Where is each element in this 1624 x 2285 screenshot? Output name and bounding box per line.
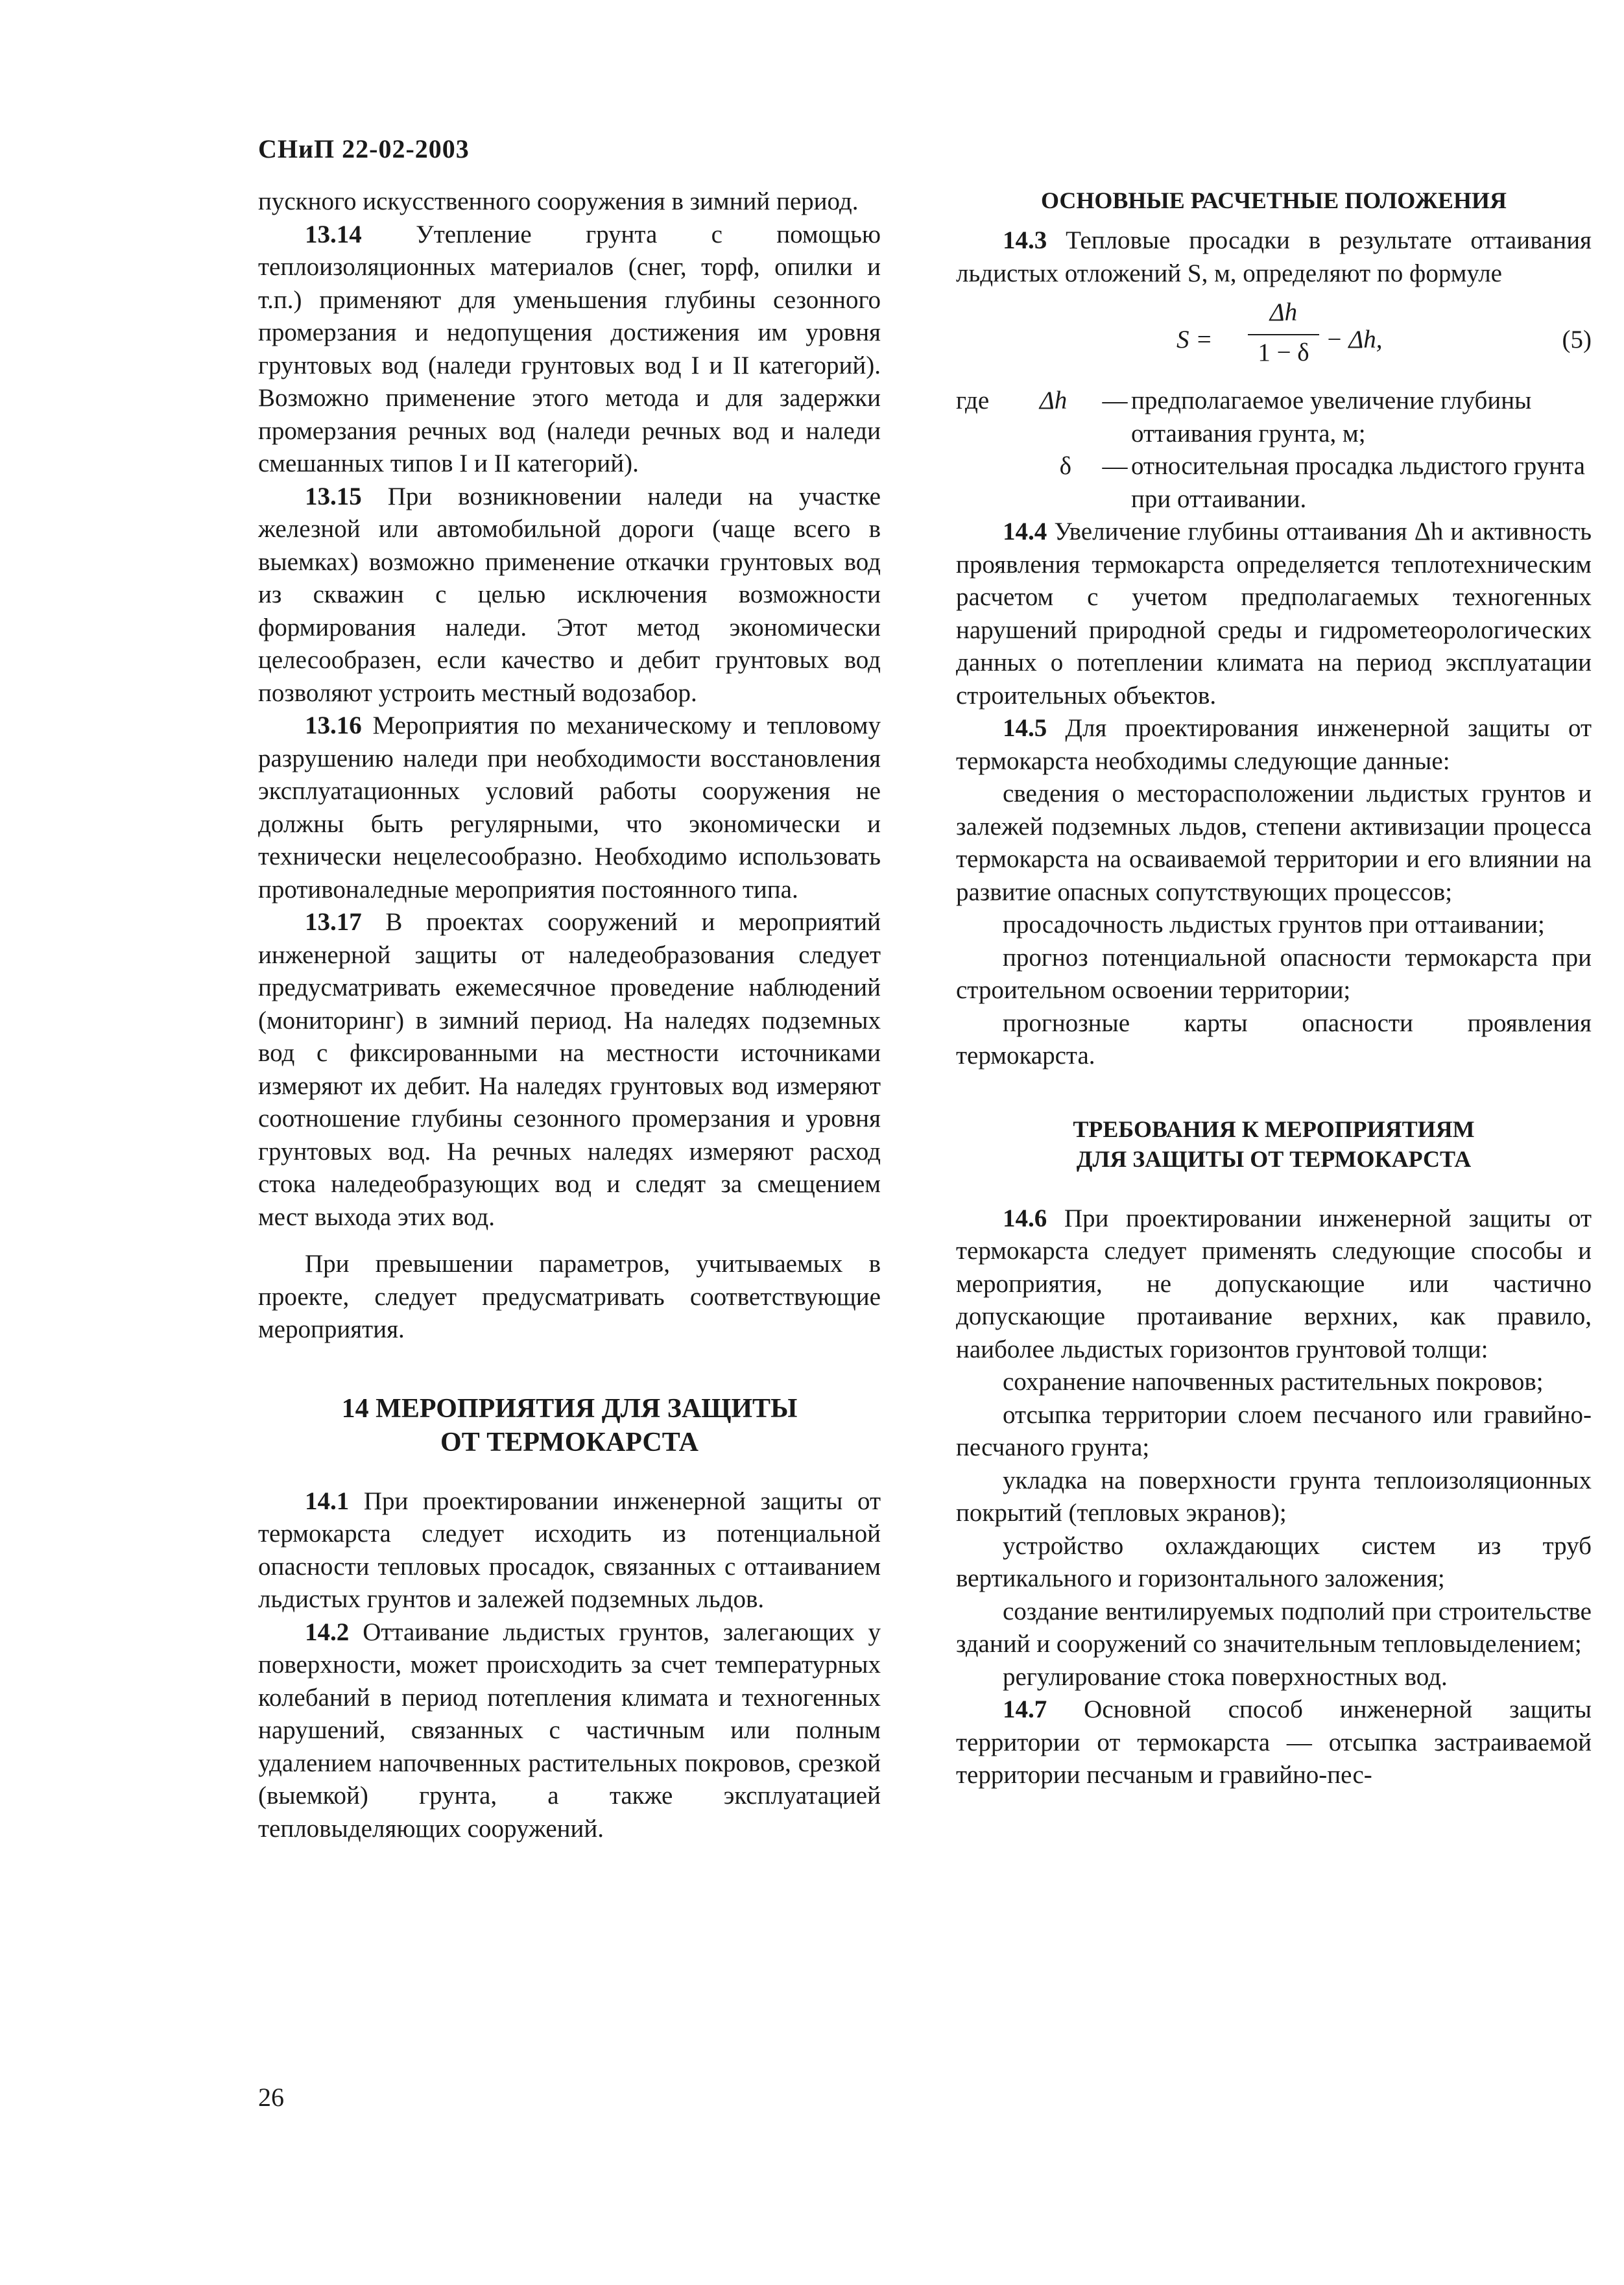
paragraph-14-6 — [956, 1202, 1592, 1367]
clause-number: 14.2 — [305, 1618, 350, 1646]
clause-text: В проектах сооружений и мероприятий инженерной защиты от наледеобразования следует предусматривать ежемесячное проведение наблюдений (мониторинг) в зимний период. На наледях подземных вод с фиксированными на местности источниками измеряют их дебит. На наледях грунтовых вод измеряют соотношение глубины сезонного промерзания и уровня грунтовых вод. На речных наледях измеряют расход стока наледеобразующих вод и следят за смещением мест выхода этих вод. — [258, 908, 881, 1231]
clause-number: 14.7 — [1003, 1695, 1047, 1723]
dash: — — [1102, 387, 1128, 414]
clause-text: При проектировании инженерной защиты от термокарста следует применять следующие способы и мероприятия, не допускающие или частично допускающие протаивание верхних, как правило, наиболее льдистых горизонтов грунтовой толщи: — [956, 1204, 1592, 1363]
paragraph-13-14 — [258, 219, 881, 481]
definition-text: предполагаемое увеличение глубины оттаивания грунта, м; — [1131, 387, 1532, 448]
paragraph-14-4 — [956, 516, 1592, 712]
section-title-line: ОТ ТЕРМОКАРСТА — [440, 1427, 699, 1457]
paragraph-14-3 — [956, 224, 1592, 290]
subsection-title-line: ДЛЯ ЗАЩИТЫ ОТ ТЕРМОКАРСТА — [1076, 1145, 1472, 1172]
clause-number: 14.3 — [1003, 226, 1047, 254]
clause-number: 14.6 — [1003, 1204, 1047, 1232]
symbol-definitions — [956, 385, 1592, 516]
section-title-line: 14 МЕРОПРИЯТИЯ ДЛЯ ЗАЩИТЫ — [341, 1393, 798, 1424]
clause-number: 13.14 — [305, 220, 362, 248]
left-column — [258, 185, 881, 1845]
equation-number: (5) — [1562, 326, 1592, 353]
paragraph-14-2 — [258, 1616, 881, 1846]
paragraph-14-5 — [956, 712, 1592, 778]
clause-number: 14.4 — [1003, 518, 1047, 545]
list-item: создание вентилируемых подполий при строительстве зданий и сооружений со значительным тепловыделением; — [956, 1597, 1592, 1658]
clause-text: При возникновении наледи на участке железной или автомобильной дороги (чаще всего в выемках) возможно применение откачки грунтовых вод из скважин с целью исключения возможности формирования наледи. Этот метод экономически целесообразен, если качество и дебит грунтовых вод позволяют устроить местный водозабор. — [258, 482, 881, 707]
formula-denominator: 1 − δ — [1258, 339, 1309, 366]
clause-text: При проектировании инженерной защиты от термокарста следует исходить из потенциальной опасности тепловых просадок, связанных с оттаиванием льдистых грунтов и залежей подземных льдов. — [258, 1487, 881, 1613]
definition-symbol: Δh — [1039, 387, 1068, 414]
formula-5 — [956, 296, 1592, 381]
clause-text: Для проектирования инженерной защиты от термокарста необходимы следующие данные: — [956, 714, 1592, 775]
list-item: укладка на поверхности грунта теплоизоляционных покрытий (тепловых экранов); — [956, 1466, 1592, 1527]
definition-row — [956, 385, 1592, 450]
definition-row — [956, 450, 1592, 516]
paragraph: При превышении параметров, учитываемых в проекте, следует предусматривать соответствующие мероприятия. — [258, 1250, 881, 1343]
paragraph-14-7 — [956, 1693, 1592, 1792]
list-item: просадочность льдистых грунтов при оттаивании; — [1003, 911, 1545, 939]
clause-number: 14.5 — [1003, 714, 1047, 742]
clause-number: 13.15 — [305, 482, 362, 510]
list-item: устройство охлаждающих систем из труб вертикального и горизонтального заложения; — [956, 1531, 1592, 1592]
formula-rhs: − Δh, — [1326, 326, 1383, 353]
document-code-header: СНиП 22-02-2003 — [258, 134, 470, 163]
definition-text: относительная просадка льдистого грунта при оттаивании. — [1131, 452, 1585, 513]
clause-text: Основной способ инженерной защиты территории от термокарста — отсыпка застраиваемой территории песчаным и гравийно-пес- — [956, 1695, 1592, 1789]
clause-text: Мероприятия по механическому и тепловому разрушению наледи при необходимости восстановления эксплуатационных условий работы сооружения не должны быть регулярными, что экономически и технически нецелесообразно. Необходимо использовать противоналедные мероприятия постоянного типа. — [258, 712, 881, 903]
list-item: отсыпка территории слоем песчаного или гравийно-песчаного грунта; — [956, 1400, 1592, 1461]
dash: — — [1102, 452, 1128, 480]
clause-text: Тепловые просадки в результате оттаивания льдистых отложений S, м, определяют по формуле — [956, 226, 1592, 287]
subsection-title: ОСНОВНЫЕ РАСЧЕТНЫЕ ПОЛОЖЕНИЯ — [1040, 187, 1507, 213]
fraction-bar — [1248, 334, 1319, 335]
subsection-title-line: ТРЕБОВАНИЯ К МЕРОПРИЯТИЯМ — [1073, 1116, 1475, 1142]
paragraph-13-17 — [258, 906, 881, 1234]
clause-number: 13.17 — [305, 908, 362, 936]
clause-number: 14.1 — [305, 1487, 350, 1515]
formula-lhs: S = — [1176, 326, 1213, 353]
list-item: регулирование стока поверхностных вод. — [1003, 1662, 1448, 1691]
clause-number: 13.16 — [305, 712, 362, 739]
paragraph-13-16 — [258, 710, 881, 906]
clause-text: Увеличение глубины оттаивания Δh и активность проявления термокарста определяется теплотехническим расчетом с учетом предполагаемых техногенных нарушений природной среды и гидрометеорологических данных о потеплении климата на период эксплуатации строительных объектов. — [956, 518, 1592, 710]
where-label: где — [956, 387, 990, 414]
clause-text: Оттаивание льдистых грунтов, залегающих у поверхности, может происходить за счет температурных колебаний в период потепления климата и техногенных нарушений, связанных с частичным или полным удалением напочвенных растительных покровов, срезкой (выемкой) грунта, а также эксплуатацией тепловыделяющих сооружений. — [258, 1618, 881, 1843]
clause-text: Утепление грунта с помощью теплоизоляционных материалов (снег, торф, опилки и т.п.) применяют для уменьшения глубины сезонного промерзания и недопущения достижения им уровня грунтовых вод (наледи грунтовых вод I и II категорий). Возможно применение этого метода и для задержки промерзания речных вод (наледи речных вод и наледи смешанных типов I и II категорий). — [258, 220, 881, 477]
paragraph-13-15 — [258, 481, 881, 710]
list-item: прогноз потенциальной опасности термокарста при строительном освоении территории; — [956, 943, 1592, 1004]
paragraph-14-1 — [258, 1485, 881, 1616]
section-title — [258, 1392, 881, 1459]
subsection-title — [956, 1114, 1592, 1174]
list-item: сохранение напочвенных растительных покровов; — [1003, 1368, 1544, 1396]
page-number: 26 — [258, 2083, 284, 2112]
list-item: сведения о месторасположении льдистых грунтов и залежей подземных льдов, степени активизации процесса термокарста на осваиваемой территории и его влиянии на развитие опасных сопутствующих процессов; — [956, 780, 1592, 906]
formula-numerator: Δh — [1269, 298, 1298, 326]
list-item: прогнозные карты опасности проявления термокарста. — [956, 1009, 1592, 1070]
right-column — [956, 185, 1592, 1792]
definition-symbol: δ — [1059, 452, 1071, 480]
paragraph: пускного искусственного сооружения в зимний период. — [258, 187, 859, 215]
